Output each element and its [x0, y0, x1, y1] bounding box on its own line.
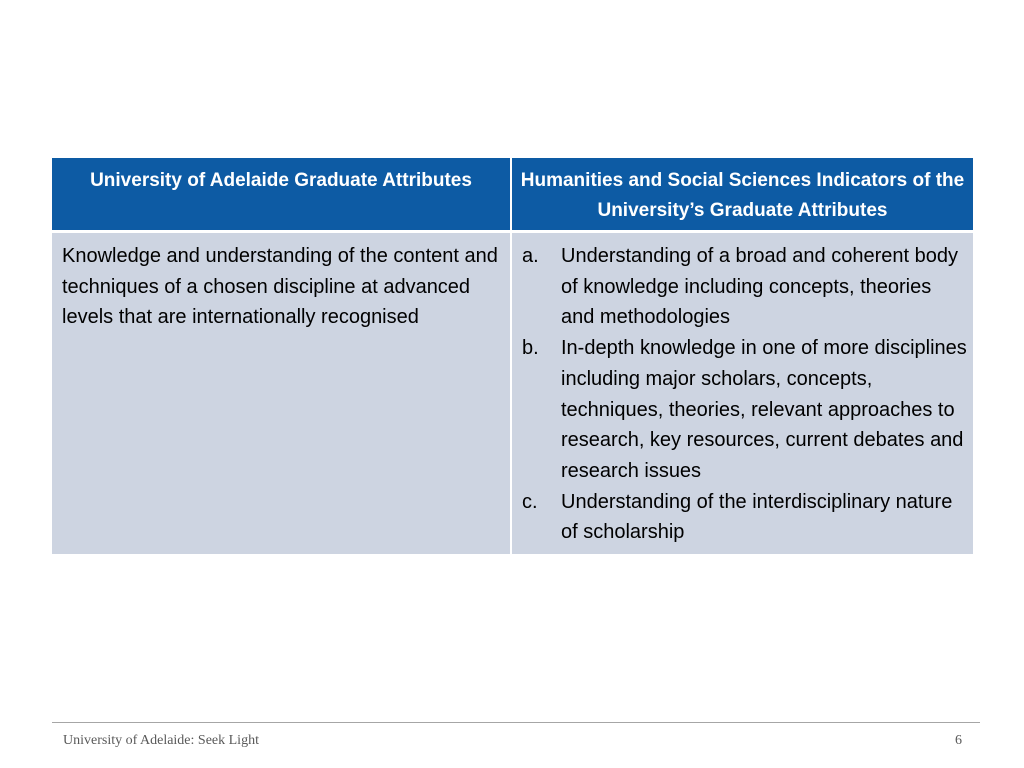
indicator-list: [522, 241, 967, 548]
header-hass-indicators: Humanities and Social Sciences Indicators of the University’s Graduate Attributes: [511, 158, 973, 232]
page-number: 6: [955, 733, 962, 748]
graduate-attributes-table: [52, 158, 973, 554]
indicator-item-a: [522, 241, 967, 333]
footer-text: University of Adelaide: Seek Light: [63, 733, 259, 748]
indicator-letter: b.: [522, 337, 539, 360]
attribute-cell: Knowledge and understanding of the content and techniques of a chosen discipline at advanced levels that are internationally recognised: [52, 232, 511, 555]
indicator-letter: a.: [522, 245, 539, 267]
indicator-text: Understanding of the interdisciplinary nature of scholarship: [561, 490, 953, 544]
indicator-item-c: [522, 487, 967, 548]
header-graduate-attributes: University of Adelaide Graduate Attributes: [52, 158, 511, 232]
table-row: [52, 232, 973, 555]
footer-divider: [52, 722, 980, 723]
indicators-cell: [511, 232, 973, 555]
indicator-text: In-depth knowledge in one of more disciplines including major scholars, concepts, techniques, theories, relevant approaches to research, key resources, current debates and research issues: [561, 337, 967, 482]
table-header-row: [52, 158, 973, 232]
indicator-text: Understanding of a broad and coherent body of knowledge including concepts, theories and methodologies: [561, 245, 958, 329]
indicator-letter: c.: [522, 490, 538, 513]
indicator-item-b: [522, 333, 967, 487]
